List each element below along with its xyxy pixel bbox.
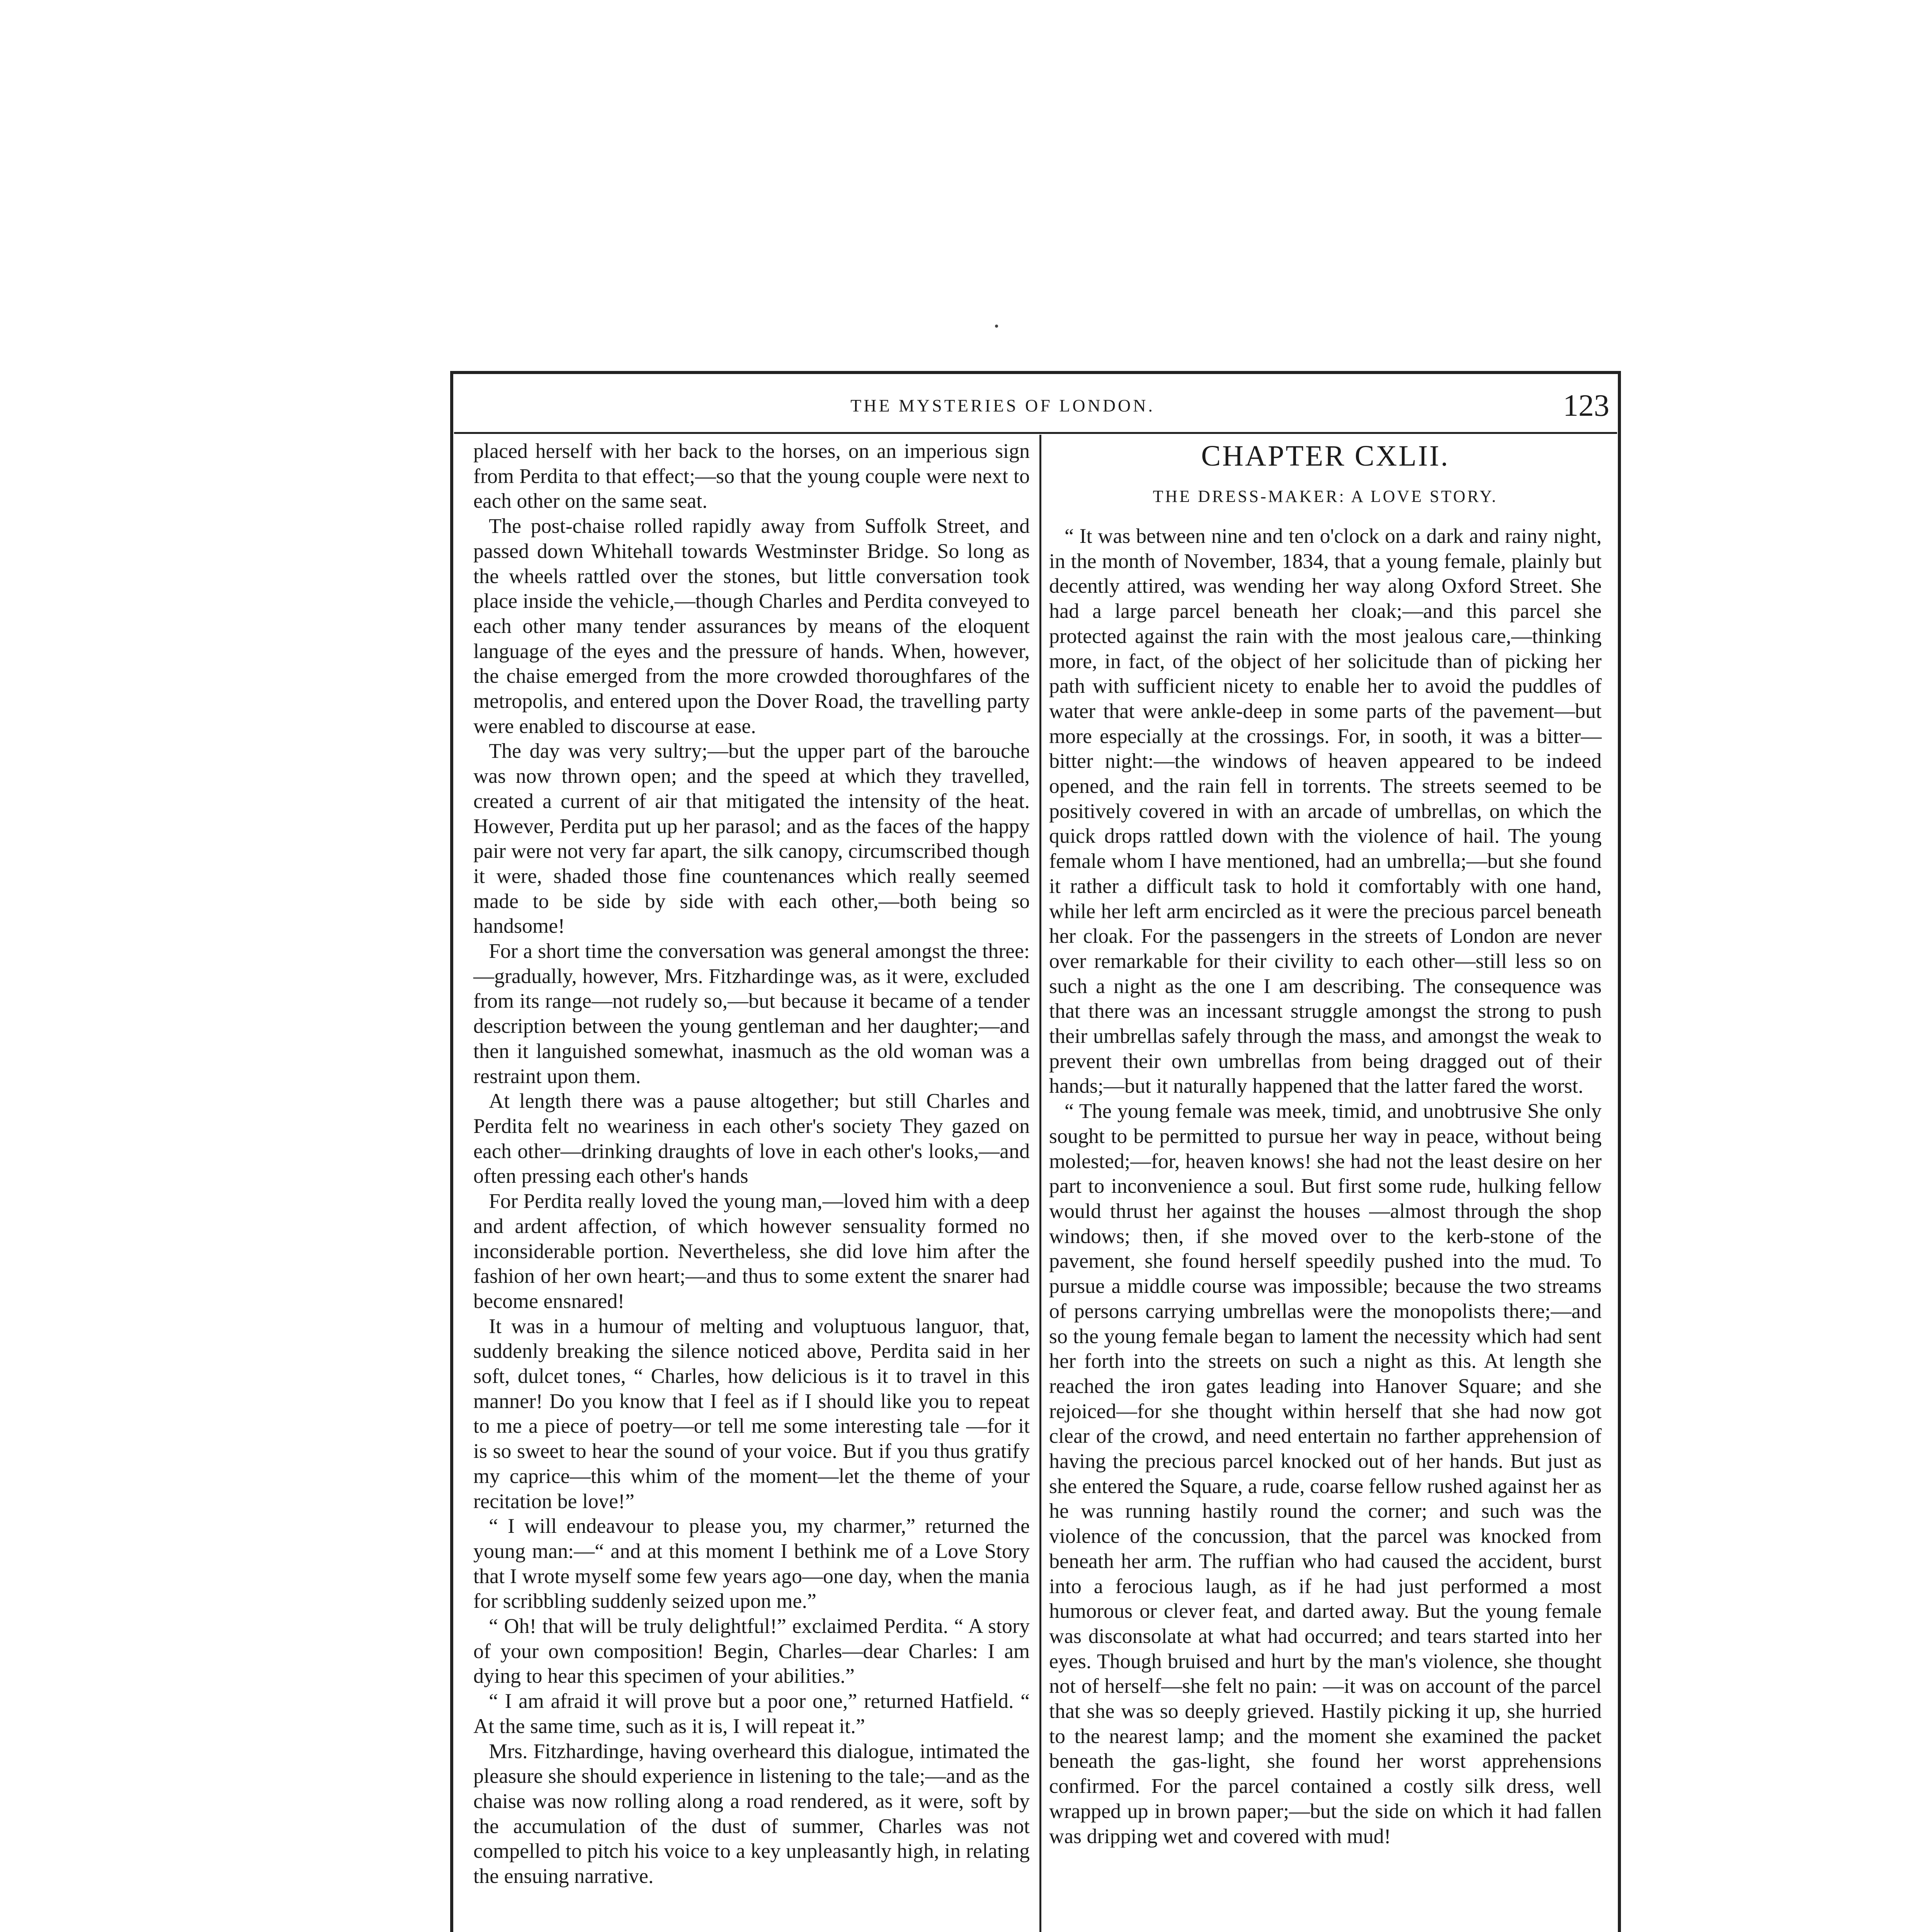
chapter-subtitle: THE DRESS-MAKER: A LOVE STORY. <box>1153 487 1498 506</box>
right-column <box>1049 439 1602 1849</box>
left-column <box>473 439 1030 1889</box>
paragraph: “ I am afraid it will prove but a poor one,” returned Hatfield. “ At the same time, such as it is, I will repeat it.” <box>473 1689 1030 1738</box>
paragraph: At length there was a pause altogether; but still Charles and Perdita felt no weariness in each other's society They gazed on each other—drinking draughts of love in each other's looks,—and often pressing each other's hands <box>473 1089 1030 1188</box>
chapter-title: CHAPTER CXLII. <box>1201 440 1450 472</box>
paragraph: placed herself with her back to the horses, on an imperious sign from Perdita to that effect;—so that the young couple were next to each other on the same seat. <box>473 439 1030 513</box>
paragraph: The day was very sultry;—but the upper part of the barouche was now thrown open; and the speed at which they travelled, created a current of air that mitigated the intensity of the heat. However, Perdita put up her parasol; and as the faces of the happy pair were not very far apart, the silk canopy, circumscribed though it were, shaded those fine countenances which really seemed made to be side by side with each other,—both being so handsome! <box>473 739 1030 938</box>
page-number: 123 <box>1563 389 1609 423</box>
paragraph: “ It was between nine and ten o'clock on a dark and rainy night, in the month of November, 1834, that a young female, plainly but decently attired, was wending her way along Oxford Street. She had a large parcel beneath her cloak;—and this parcel she protected against the rain with the most jealous care,—thinking more, in fact, of the object of her solicitude than of picking her path with sufficient nicety to enable her to avoid the puddles of water that were ankle-deep in some parts of the pavement—but more especially at the crossings. For, in sooth, it was a bitter—bitter night:—the windows of heaven appeared to be indeed opened, and the rain fell in torrents. The streets seemed to be positively covered in with an arcade of umbrellas, on which the quick drops rattled down with the violence of hail. The young female whom I have mentioned, had an umbrella;—but she found it rather a difficult task to hold it comfortably with one hand, while her left arm encircled as it were the precious parcel beneath her cloak. For the passengers in the streets of London are never over remarkable for their civility to each other—still less so on such a night as the one I am describing. The consequence was that there was an incessant struggle amongst the strong to push their umbrellas safely through the mass, and amongst the weak to prevent their own umbrellas from being dragged out of their hands;—but it naturally happened that the latter fared the worst. <box>1049 524 1602 1098</box>
paragraph: “ I will endeavour to please you, my charmer,” returned the young man:—“ and at this moment I bethink me of a Love Story that I wrote myself some few years ago—one day, when the mania for scribbling suddenly seized upon me.” <box>473 1514 1030 1613</box>
column-divider <box>1039 435 1041 1932</box>
paragraph: For Perdita really loved the young man,—loved him with a deep and ardent affection, of which however sensuality formed no inconsiderable portion. Nevertheless, she did love him after the fashion of her own heart;—and thus to some extent the snarer had become ensnared! <box>473 1189 1030 1313</box>
paragraph: The post-chaise rolled rapidly away from Suffolk Street, and passed down Whitehall towards Westminster Bridge. So long as the wheels rattled over the stones, but little conversation took place inside the vehicle,—though Charles and Perdita conveyed to each other many tender assurances by means of the eloquent language of the eyes and the pressure of hands. When, however, the chaise emerged from the more crowded thoroughfares of the metropolis, and entered upon the Dover Road, the travelling party were enabled to discourse at ease. <box>473 514 1030 738</box>
header-rule <box>454 432 1617 434</box>
print-speck <box>995 325 998 328</box>
running-title: THE MYSTERIES OF LONDON. <box>850 396 1155 415</box>
paragraph: For a short time the conversation was general amongst the three:—gradually, however, Mrs. Fitzhardinge was, as it were, excluded from its range—not rudely so,—but because it became of a tender description between the young gentleman and her daughter;—and then it languished somewhat, inasmuch as the old woman was a restraint upon them. <box>473 939 1030 1088</box>
paragraph: “ Oh! that will be truly delightful!” exclaimed Perdita. “ A story of your own composition! Begin, Charles—dear Charles: I am dying to hear this specimen of your abilities.” <box>473 1614 1030 1688</box>
paragraph: Mrs. Fitzhardinge, having overheard this dialogue, intimated the pleasure she should experience in listening to the tale;—and as the chaise was now rolling along a road rendered, as it were, soft by the accumulation of the dust of summer, Charles was not compelled to pitch his voice to a key unpleasantly high, in relating the ensuing narrative. <box>473 1739 1030 1888</box>
running-head <box>454 389 1617 431</box>
paragraph: It was in a humour of melting and voluptuous languor, that, suddenly breaking the silence noticed above, Perdita said in her soft, dulcet tones, “ Charles, how delicious is it to travel in this manner! Do you know that I feel as if I should like you to repeat to me a piece of poetry—or tell me some interesting tale —for it is so sweet to hear the sound of your voice. But if you thus gratify my caprice—this whim of the moment—let the theme of your recitation be love!” <box>473 1314 1030 1513</box>
paragraph: “ The young female was meek, timid, and unobtrusive She only sought to be permitted to pursue her way in peace, without being molested;—for, heaven knows! she had not the least desire on her part to inconvenience a soul. But first some rude, hulking fellow would thrust her against the houses —almost through the shop windows; then, if she moved over to the kerb-stone of the pavement, she found herself speedily pushed into the mud. To pursue a middle course was impossible; because the two streams of persons carrying umbrellas were the monopolists there;—and so the young female began to lament the necessity which had sent her forth into the streets on such a night as this. At length she reached the iron gates leading into Hanover Square; and she rejoiced—for she thought within herself that she had now got clear of the crowd, and need entertain no farther apprehension of having the precious parcel knocked out of her hands. But just as she entered the Square, a rude, coarse fellow rushed against her as he was running hastily round the corner; and such was the violence of the concussion, that the parcel was knocked from beneath her arm. The ruffian who had caused the accident, burst into a ferocious laugh, as if he had just performed a most humorous or clever feat, and darted away. But the young female was disconsolate at what had occurred; and tears started into her eyes. Though bruised and hurt by the man's violence, she thought not of herself—she felt no pain: —it was on account of the parcel that she was so deeply grieved. Hastily picking it up, she hurried to the nearest lamp; and the moment she examined the packet beneath the gas-light, she found her worst apprehensions confirmed. For the parcel contained a costly silk dress, well wrapped up in brown paper;—but the side on which it had fallen was dripping wet and covered with mud! <box>1049 1099 1602 1848</box>
